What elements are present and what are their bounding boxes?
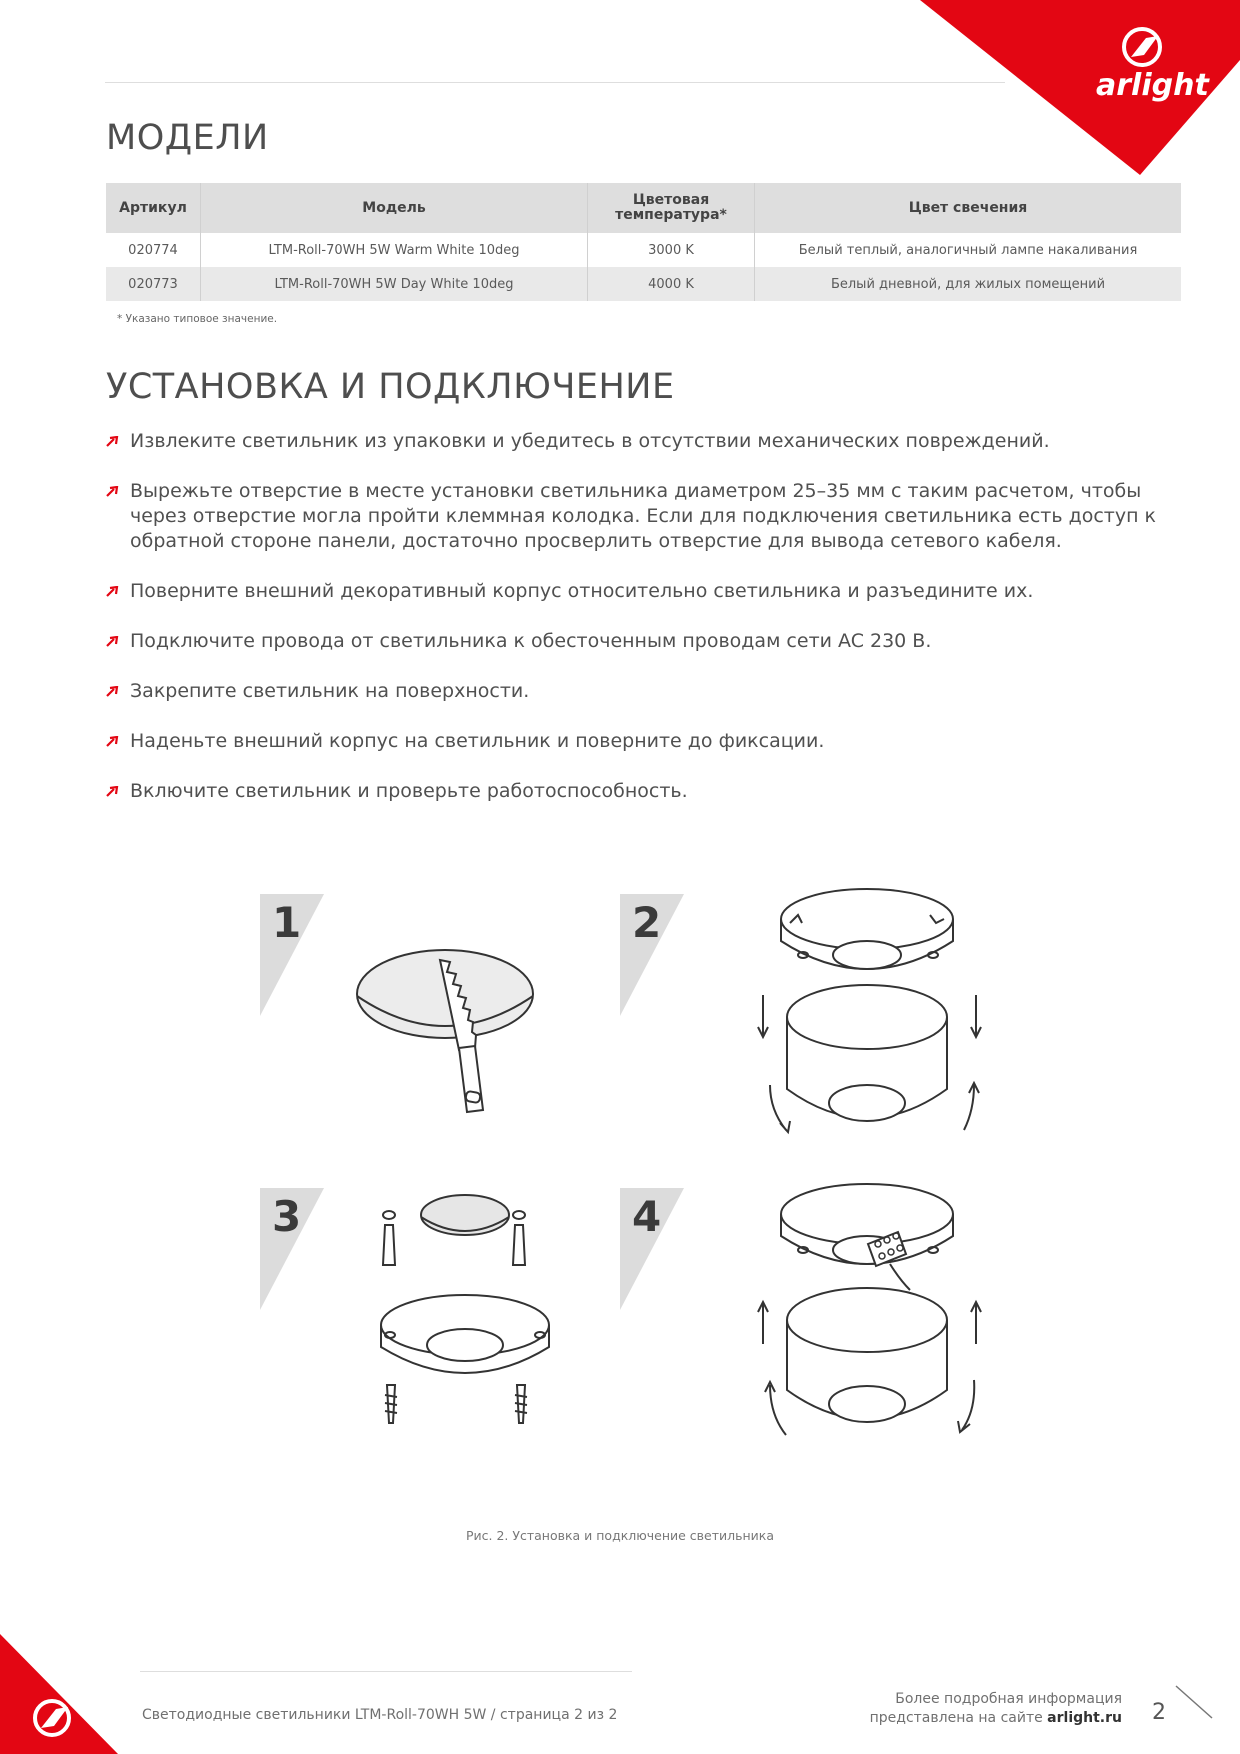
step-marker-1 <box>260 894 324 1016</box>
models-heading: МОДЕЛИ <box>106 118 269 158</box>
step-text: Наденьте внешний корпус на светильник и поверните до фиксации. <box>130 730 825 752</box>
header-model: Модель <box>201 183 588 233</box>
cell-model: LTM-Roll-70WH 5W Day White 10deg <box>201 267 588 301</box>
wall-plug-icon <box>383 1211 395 1265</box>
figure-caption: Рис. 2. Установка и подключение светильника <box>465 1528 775 1543</box>
footer-info-prefix: представлена на сайте <box>869 1710 1048 1726</box>
wiring-assembly-illustration <box>750 1180 990 1445</box>
page-number-slash-icon <box>1174 1684 1214 1720</box>
list-item <box>106 779 1186 804</box>
panel-cutting-illustration <box>355 940 555 1120</box>
red-arrow-bullet-icon <box>106 486 119 497</box>
list-item <box>106 729 1186 754</box>
step-text: Подключите провода от светильника к обесточенным проводам сети AC 230 В. <box>130 630 932 652</box>
list-item <box>106 479 1186 554</box>
list-item <box>106 679 1186 704</box>
step-number: 4 <box>632 1192 662 1241</box>
arrow-down-icon <box>758 995 768 1037</box>
list-item <box>106 629 1186 654</box>
step-number: 1 <box>272 898 302 947</box>
table-footnote: * Указано типовое значение. <box>117 313 278 325</box>
arlight-logo-text: arlight <box>1096 68 1209 103</box>
step-text: Включите светильник и проверьте работоспособность. <box>130 780 688 802</box>
install-heading: УСТАНОВКА И ПОДКЛЮЧЕНИЕ <box>106 367 675 407</box>
arrow-down-icon <box>971 995 981 1037</box>
cell-color-temperature: 4000 K <box>588 267 755 301</box>
models-table <box>106 183 1181 301</box>
red-arrow-bullet-icon <box>106 636 119 647</box>
footer-info-line1: Более подробная информация <box>895 1691 1122 1707</box>
list-item <box>106 579 1186 604</box>
top-divider <box>105 82 1005 83</box>
cell-article: 020774 <box>128 242 178 258</box>
wall-plug-icon <box>513 1211 525 1265</box>
red-arrow-bullet-icon <box>106 586 119 597</box>
table-header-row <box>106 183 1181 233</box>
screw-icon <box>385 1385 397 1423</box>
footer-site-link[interactable]: arlight.ru <box>1047 1710 1122 1726</box>
cell-article: 020773 <box>106 267 201 301</box>
cell-light-color: Белый дневной, для жилых помещений <box>755 267 1182 301</box>
header-light-color: Цвет свечения <box>755 183 1182 233</box>
brand-corner-top <box>920 0 1240 175</box>
footer-info <box>870 1690 1122 1728</box>
arrow-up-icon <box>758 1302 768 1344</box>
step-marker-3 <box>260 1188 324 1310</box>
list-item <box>106 429 1186 454</box>
cell-model: LTM-Roll-70WH 5W Warm White 10deg <box>201 233 588 267</box>
cell-light-color: Белый теплый, аналогичный лампе накаливания <box>755 233 1182 267</box>
arrow-up-icon <box>971 1302 981 1344</box>
step-number: 2 <box>632 898 662 947</box>
step-marker-4 <box>620 1188 684 1310</box>
header-color-temperature: Цветовая температура* <box>588 183 755 233</box>
rotate-arrow-icon <box>958 1380 974 1432</box>
cell-color-temperature: 3000 K <box>588 233 755 267</box>
rotate-arrow-icon <box>770 1085 790 1132</box>
table-row <box>106 267 1181 301</box>
red-arrow-bullet-icon <box>106 786 119 797</box>
red-arrow-bullet-icon <box>106 736 119 747</box>
red-arrow-bullet-icon <box>106 686 119 697</box>
rotate-arrow-icon <box>765 1382 786 1435</box>
brand-corner-bottom <box>0 1614 120 1754</box>
footer-info-line2 <box>870 1709 1122 1728</box>
mounting-base-illustration <box>365 1185 565 1430</box>
rotate-arrow-icon <box>964 1083 979 1130</box>
step-text: Поверните внешний декоративный корпус относительно светильника и разъедините их. <box>130 580 1034 602</box>
install-steps-list <box>106 429 1186 829</box>
step-text: Закрепите светильник на поверхности. <box>130 680 530 702</box>
page-number: 2 <box>1152 1700 1166 1725</box>
housing-separation-illustration <box>750 885 990 1145</box>
header-article: Артикул <box>106 183 201 233</box>
step-text: Извлеките светильник из упаковки и убедитесь в отсутствии механических повреждений. <box>130 430 1050 452</box>
footer-doc-title: Светодиодные светильники LTM-Roll-70WH 5W / страница 2 из 2 <box>142 1707 618 1723</box>
step-number: 3 <box>272 1192 302 1241</box>
screw-icon <box>515 1385 527 1423</box>
step-text: Вырежьте отверстие в месте установки светильника диаметром 25–35 мм с таким расчетом, чтобы через отверстие могла пройти клеммная колодка. Если для подключения светильника есть доступ к обратной стороне панели, достаточно просверлить отверстие для вывода сетевого кабеля. <box>130 480 1157 552</box>
bottom-divider <box>140 1671 632 1672</box>
table-row <box>106 233 1181 267</box>
step-marker-2 <box>620 894 684 1016</box>
red-arrow-bullet-icon <box>106 436 119 447</box>
